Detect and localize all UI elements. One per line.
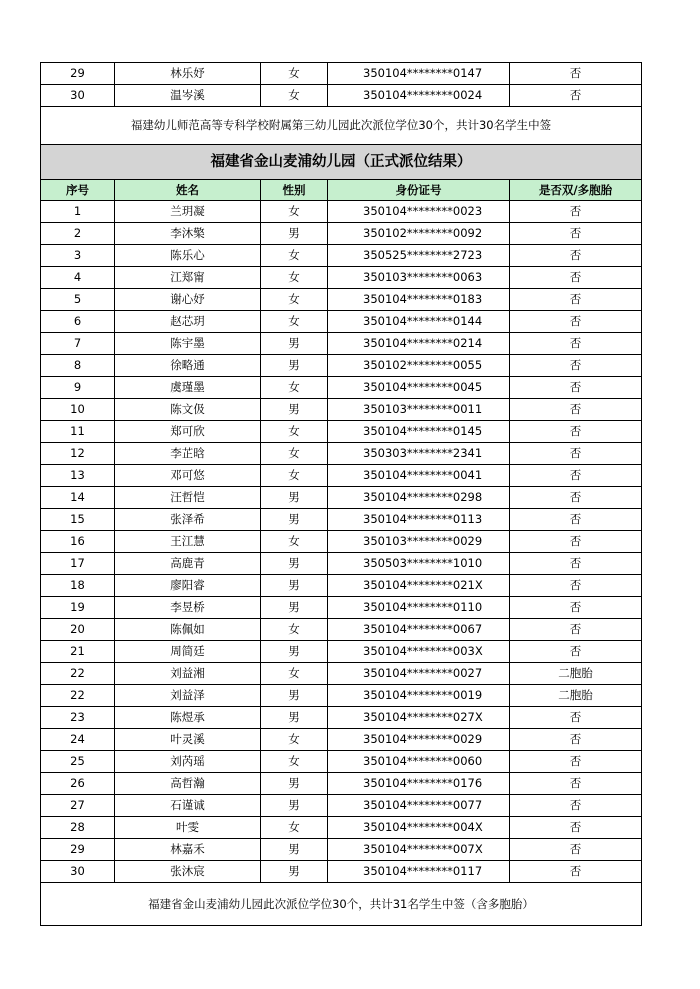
student-name: 谢心妤 xyxy=(115,289,261,311)
row-number: 21 xyxy=(41,641,115,663)
student-name: 高鹿青 xyxy=(115,553,261,575)
section-summary-row xyxy=(41,883,642,926)
table-header-row xyxy=(41,180,642,201)
student-name: 廖阳睿 xyxy=(115,575,261,597)
student-id-number: 350104********0023 xyxy=(328,201,510,223)
student-name: 陈宇墨 xyxy=(115,333,261,355)
student-gender: 男 xyxy=(261,597,328,619)
student-name: 王江慧 xyxy=(115,531,261,553)
row-number: 16 xyxy=(41,531,115,553)
table-row xyxy=(41,641,642,663)
student-gender: 男 xyxy=(261,223,328,245)
multiple-birth-status: 否 xyxy=(510,289,642,311)
student-gender: 女 xyxy=(261,751,328,773)
student-gender: 女 xyxy=(261,267,328,289)
student-gender: 女 xyxy=(261,817,328,839)
student-id-number: 350525********2723 xyxy=(328,245,510,267)
student-name: 叶雯 xyxy=(115,817,261,839)
student-id-number: 350104********0113 xyxy=(328,509,510,531)
student-id-number: 350503********1010 xyxy=(328,553,510,575)
student-gender: 男 xyxy=(261,487,328,509)
multiple-birth-status: 否 xyxy=(510,795,642,817)
header-multiple-birth: 是否双/多胞胎 xyxy=(510,180,642,201)
multiple-birth-status: 否 xyxy=(510,531,642,553)
multiple-birth-status: 否 xyxy=(510,487,642,509)
student-name: 张泽希 xyxy=(115,509,261,531)
student-name: 刘益泽 xyxy=(115,685,261,707)
student-name: 高哲瀚 xyxy=(115,773,261,795)
student-gender: 男 xyxy=(261,773,328,795)
student-gender: 男 xyxy=(261,553,328,575)
header-name: 姓名 xyxy=(115,180,261,201)
row-number: 29 xyxy=(41,63,115,85)
student-id-number: 350104********027X xyxy=(328,707,510,729)
row-number: 9 xyxy=(41,377,115,399)
student-id-number: 350104********0145 xyxy=(328,421,510,443)
student-id-number: 350104********0067 xyxy=(328,619,510,641)
student-id-number: 350104********0029 xyxy=(328,729,510,751)
section-summary: 福建省金山麦浦幼儿园此次派位学位30个，共计31名学生中签（含多胞胎） xyxy=(41,883,642,926)
student-gender: 男 xyxy=(261,509,328,531)
row-number: 19 xyxy=(41,597,115,619)
table-row xyxy=(41,861,642,883)
student-gender: 女 xyxy=(261,245,328,267)
student-id-number: 350104********0147 xyxy=(328,63,510,85)
multiple-birth-status: 否 xyxy=(510,707,642,729)
student-id-number: 350104********0045 xyxy=(328,377,510,399)
multiple-birth-status: 否 xyxy=(510,443,642,465)
student-id-number: 350104********0027 xyxy=(328,663,510,685)
row-number: 6 xyxy=(41,311,115,333)
table-row xyxy=(41,201,642,223)
table-row xyxy=(41,267,642,289)
student-id-number: 350103********0063 xyxy=(328,267,510,289)
row-number: 2 xyxy=(41,223,115,245)
results-sheet xyxy=(40,62,641,926)
student-id-number: 350104********0110 xyxy=(328,597,510,619)
student-gender: 女 xyxy=(261,201,328,223)
row-number: 5 xyxy=(41,289,115,311)
student-name: 陈乐心 xyxy=(115,245,261,267)
row-number: 27 xyxy=(41,795,115,817)
student-name: 温岑溪 xyxy=(115,85,261,107)
student-id-number: 350104********0214 xyxy=(328,333,510,355)
multiple-birth-status: 否 xyxy=(510,377,642,399)
row-number: 30 xyxy=(41,861,115,883)
section-title-row xyxy=(41,145,642,180)
student-gender: 女 xyxy=(261,85,328,107)
student-id-number: 350104********0176 xyxy=(328,773,510,795)
table-row xyxy=(41,575,642,597)
row-number: 20 xyxy=(41,619,115,641)
multiple-birth-status: 否 xyxy=(510,311,642,333)
table-row xyxy=(41,663,642,685)
table-row xyxy=(41,795,642,817)
row-number: 26 xyxy=(41,773,115,795)
multiple-birth-status: 二胞胎 xyxy=(510,663,642,685)
multiple-birth-status: 否 xyxy=(510,85,642,107)
multiple-birth-status: 二胞胎 xyxy=(510,685,642,707)
row-number: 28 xyxy=(41,817,115,839)
section-title: 福建省金山麦浦幼儿园（正式派位结果） xyxy=(41,145,642,180)
student-gender: 男 xyxy=(261,839,328,861)
student-id-number: 350103********0029 xyxy=(328,531,510,553)
student-gender: 男 xyxy=(261,707,328,729)
table-row xyxy=(41,487,642,509)
student-gender: 女 xyxy=(261,63,328,85)
student-gender: 男 xyxy=(261,641,328,663)
student-id-number: 350104********0117 xyxy=(328,861,510,883)
table-row xyxy=(41,333,642,355)
multiple-birth-status: 否 xyxy=(510,839,642,861)
row-number: 29 xyxy=(41,839,115,861)
student-name: 石谨诚 xyxy=(115,795,261,817)
student-name: 汪哲恺 xyxy=(115,487,261,509)
table-row xyxy=(41,619,642,641)
student-gender: 女 xyxy=(261,531,328,553)
student-gender: 男 xyxy=(261,399,328,421)
table-row xyxy=(41,311,642,333)
student-gender: 男 xyxy=(261,575,328,597)
header-id-number: 身份证号 xyxy=(328,180,510,201)
student-gender: 女 xyxy=(261,729,328,751)
student-name: 李芷晗 xyxy=(115,443,261,465)
table-row xyxy=(41,839,642,861)
multiple-birth-status: 否 xyxy=(510,817,642,839)
row-number: 1 xyxy=(41,201,115,223)
row-number: 14 xyxy=(41,487,115,509)
prev-section-row xyxy=(41,63,642,85)
student-gender: 男 xyxy=(261,333,328,355)
row-number: 13 xyxy=(41,465,115,487)
prev-section-summary-row xyxy=(41,107,642,145)
row-number: 17 xyxy=(41,553,115,575)
table-row xyxy=(41,509,642,531)
student-gender: 女 xyxy=(261,311,328,333)
prev-section-row xyxy=(41,85,642,107)
student-id-number: 350103********0011 xyxy=(328,399,510,421)
multiple-birth-status: 否 xyxy=(510,421,642,443)
student-name: 叶灵溪 xyxy=(115,729,261,751)
student-gender: 女 xyxy=(261,619,328,641)
multiple-birth-status: 否 xyxy=(510,333,642,355)
multiple-birth-status: 否 xyxy=(510,729,642,751)
row-number: 23 xyxy=(41,707,115,729)
row-number: 22 xyxy=(41,663,115,685)
student-name: 兰玥凝 xyxy=(115,201,261,223)
student-name: 陈佩如 xyxy=(115,619,261,641)
header-number: 序号 xyxy=(41,180,115,201)
student-id-number: 350104********0298 xyxy=(328,487,510,509)
table-row xyxy=(41,751,642,773)
table-row xyxy=(41,245,642,267)
table-row xyxy=(41,223,642,245)
table-row xyxy=(41,399,642,421)
multiple-birth-status: 否 xyxy=(510,751,642,773)
student-gender: 女 xyxy=(261,289,328,311)
student-gender: 男 xyxy=(261,355,328,377)
header-gender: 性别 xyxy=(261,180,328,201)
table-row xyxy=(41,729,642,751)
row-number: 12 xyxy=(41,443,115,465)
student-name: 李昱桥 xyxy=(115,597,261,619)
student-name: 陈煜承 xyxy=(115,707,261,729)
table-row xyxy=(41,531,642,553)
student-gender: 男 xyxy=(261,685,328,707)
row-number: 24 xyxy=(41,729,115,751)
table-row xyxy=(41,377,642,399)
student-id-number: 350104********0077 xyxy=(328,795,510,817)
multiple-birth-status: 否 xyxy=(510,465,642,487)
student-name: 张沐宸 xyxy=(115,861,261,883)
results-table xyxy=(40,62,642,926)
multiple-birth-status: 否 xyxy=(510,597,642,619)
student-gender: 女 xyxy=(261,377,328,399)
student-gender: 女 xyxy=(261,421,328,443)
multiple-birth-status: 否 xyxy=(510,641,642,663)
student-name: 郑可欣 xyxy=(115,421,261,443)
student-id-number: 350104********003X xyxy=(328,641,510,663)
student-name: 徐略通 xyxy=(115,355,261,377)
student-id-number: 350104********0024 xyxy=(328,85,510,107)
multiple-birth-status: 否 xyxy=(510,861,642,883)
prev-section-summary: 福建幼儿师范高等专科学校附属第三幼儿园此次派位学位30个，共计30名学生中签 xyxy=(41,107,642,145)
row-number: 30 xyxy=(41,85,115,107)
student-gender: 男 xyxy=(261,861,328,883)
student-gender: 女 xyxy=(261,663,328,685)
row-number: 25 xyxy=(41,751,115,773)
row-number: 8 xyxy=(41,355,115,377)
table-row xyxy=(41,421,642,443)
multiple-birth-status: 否 xyxy=(510,399,642,421)
table-row xyxy=(41,707,642,729)
multiple-birth-status: 否 xyxy=(510,223,642,245)
student-id-number: 350102********0092 xyxy=(328,223,510,245)
row-number: 10 xyxy=(41,399,115,421)
multiple-birth-status: 否 xyxy=(510,267,642,289)
row-number: 18 xyxy=(41,575,115,597)
row-number: 7 xyxy=(41,333,115,355)
table-row xyxy=(41,289,642,311)
table-row xyxy=(41,553,642,575)
multiple-birth-status: 否 xyxy=(510,509,642,531)
row-number: 4 xyxy=(41,267,115,289)
table-row xyxy=(41,597,642,619)
multiple-birth-status: 否 xyxy=(510,355,642,377)
student-id-number: 350104********004X xyxy=(328,817,510,839)
table-row xyxy=(41,355,642,377)
row-number: 22 xyxy=(41,685,115,707)
row-number: 3 xyxy=(41,245,115,267)
multiple-birth-status: 否 xyxy=(510,575,642,597)
multiple-birth-status: 否 xyxy=(510,773,642,795)
student-name: 江郑甯 xyxy=(115,267,261,289)
multiple-birth-status: 否 xyxy=(510,201,642,223)
student-id-number: 350104********0144 xyxy=(328,311,510,333)
student-id-number: 350104********0183 xyxy=(328,289,510,311)
student-name: 周简廷 xyxy=(115,641,261,663)
student-gender: 女 xyxy=(261,465,328,487)
table-row xyxy=(41,443,642,465)
row-number: 11 xyxy=(41,421,115,443)
student-name: 林乐妤 xyxy=(115,63,261,85)
student-id-number: 350303********2341 xyxy=(328,443,510,465)
student-name: 赵芯玥 xyxy=(115,311,261,333)
student-gender: 女 xyxy=(261,443,328,465)
student-name: 陈文伋 xyxy=(115,399,261,421)
student-name: 刘益湘 xyxy=(115,663,261,685)
multiple-birth-status: 否 xyxy=(510,553,642,575)
student-name: 林嘉禾 xyxy=(115,839,261,861)
multiple-birth-status: 否 xyxy=(510,63,642,85)
table-row xyxy=(41,817,642,839)
multiple-birth-status: 否 xyxy=(510,245,642,267)
student-id-number: 350104********0019 xyxy=(328,685,510,707)
student-id-number: 350104********0041 xyxy=(328,465,510,487)
table-row xyxy=(41,465,642,487)
table-row xyxy=(41,773,642,795)
student-id-number: 350102********0055 xyxy=(328,355,510,377)
student-id-number: 350104********007X xyxy=(328,839,510,861)
table-row xyxy=(41,685,642,707)
student-id-number: 350104********0060 xyxy=(328,751,510,773)
student-name: 刘芮瑶 xyxy=(115,751,261,773)
student-name: 虞瑾墨 xyxy=(115,377,261,399)
student-gender: 男 xyxy=(261,795,328,817)
student-id-number: 350104********021X xyxy=(328,575,510,597)
row-number: 15 xyxy=(41,509,115,531)
student-name: 李沐檠 xyxy=(115,223,261,245)
multiple-birth-status: 否 xyxy=(510,619,642,641)
student-name: 邓可悠 xyxy=(115,465,261,487)
